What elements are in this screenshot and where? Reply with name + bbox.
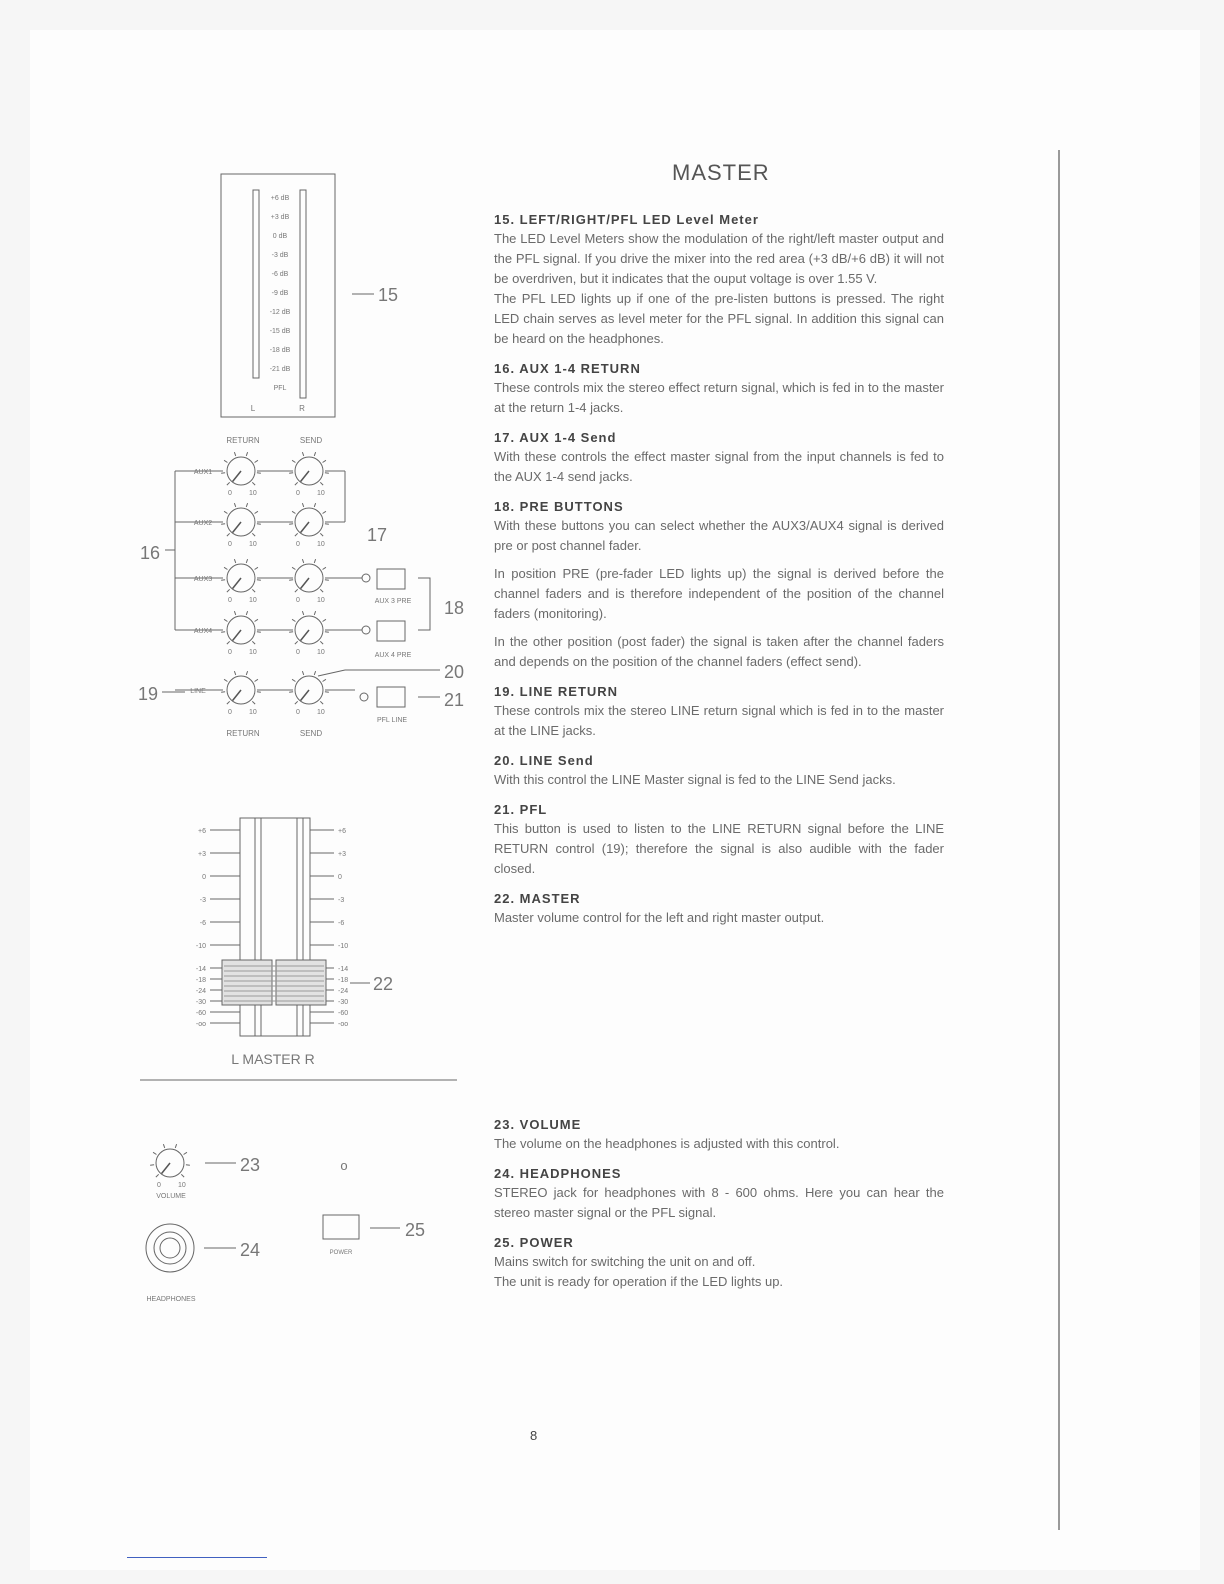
line-return-tick: [227, 701, 230, 704]
aux-send-tick: [292, 511, 295, 513]
aux-send-tick: [323, 619, 326, 621]
aux-return-tick: [224, 511, 227, 513]
footer-rule: [127, 1557, 267, 1558]
section-paragraph: Master volume control for the left and right master output.: [494, 910, 825, 925]
fader-scale-right: 0: [338, 874, 342, 881]
headphone-jack-mid: [154, 1232, 186, 1264]
fader-scale-left: +6: [198, 828, 206, 835]
aux-label: AUX1: [193, 469, 213, 476]
aux-send-pointer: [301, 471, 309, 482]
aux-return-max: 10: [249, 597, 257, 604]
section-paragraph: Mains switch for switching the unit on and off.: [494, 1254, 756, 1269]
aux4-pre-label: AUX 4 PRE: [374, 652, 412, 659]
pre-led: [362, 626, 370, 634]
aux4-pre-button: [377, 621, 405, 641]
section-heading: 17. AUX 1-4 Send: [494, 430, 617, 445]
fader-scale-left: -14: [195, 966, 206, 973]
aux-return-pointer: [233, 522, 241, 533]
section-paragraph: With this control the LINE Master signal is fed to the LINE Send jacks.: [494, 772, 896, 787]
fader-scale-right: -18: [338, 977, 349, 984]
fader-scale-right: +3: [338, 851, 346, 858]
meter-label: -21 dB: [269, 366, 291, 373]
callout-25: 25: [405, 1220, 426, 1240]
bottom-section: [494, 1117, 944, 1154]
text-column-bottom: [494, 1117, 944, 1304]
section-paragraph: The unit is ready for operation if the LED lights up.: [494, 1274, 784, 1289]
line-send-min: 0: [296, 709, 300, 716]
section-heading: 16. AUX 1-4 RETURN: [494, 361, 641, 376]
power-label: POWER: [329, 1250, 353, 1256]
aux-return-tick: [255, 460, 258, 462]
aux-send-min: 0: [296, 541, 300, 548]
section-paragraph: The volume on the headphones is adjusted with this control.: [494, 1136, 840, 1151]
aux-send-tick: [302, 452, 303, 456]
aux-send-pointer: [301, 630, 309, 641]
headphones-label: HEADPHONES: [146, 1296, 196, 1303]
volume-tick: [184, 1152, 187, 1154]
aux-return-tick: [234, 452, 235, 456]
aux-return-pointer: [233, 578, 241, 589]
aux-return-tick: [255, 567, 258, 569]
callout-20-line: [318, 670, 345, 676]
binding-edge: [1058, 150, 1060, 1530]
meter-label: -9 dB: [271, 290, 289, 297]
aux-send-tick: [302, 559, 303, 563]
aux-return-tick: [224, 619, 227, 621]
volume-pointer: [162, 1163, 170, 1174]
volume-min: 0: [157, 1182, 161, 1189]
fader-scale-right: -30: [338, 999, 349, 1006]
fader-cap-right: [276, 960, 326, 1005]
line-send-tick: [320, 701, 323, 704]
aux-return-tick: [224, 567, 227, 569]
aux-send-tick: [320, 533, 323, 536]
fader-scale-left: -3: [199, 897, 206, 904]
power-button: [323, 1215, 359, 1239]
top-section: [494, 753, 944, 790]
section-paragraph: With these buttons you can select whether the AUX3/AUX4 signal is derived pre or post channel fader.: [494, 518, 944, 553]
send-header: SEND: [299, 436, 323, 445]
meter-label: PFL: [273, 385, 287, 392]
meter-label: -3 dB: [271, 252, 289, 259]
callout-24: 24: [240, 1240, 261, 1260]
fader-scale-right: -24: [338, 988, 349, 995]
aux-send-tick: [302, 611, 303, 615]
fader-scale-right: -3: [338, 897, 345, 904]
aux-send-tick: [302, 503, 303, 507]
aux-return-tick: [227, 482, 230, 485]
line-return-max: 10: [249, 709, 257, 716]
line-send-pointer: [301, 690, 309, 701]
aux-send-tick: [320, 641, 323, 644]
page-title: MASTER: [672, 160, 770, 185]
aux-return-tick: [234, 559, 235, 563]
meter-label: 0 dB: [272, 233, 288, 240]
callout-16: 16: [140, 543, 161, 563]
aux-return-pointer: [233, 630, 241, 641]
aux-return-tick: [252, 533, 255, 536]
section-heading: 22. MASTER: [494, 891, 581, 906]
section-paragraph: In the other position (post fader) the signal is taken after the channel faders and depends on the position of the channel faders (effect send).: [494, 634, 944, 669]
aux-send-tick: [314, 452, 315, 456]
section-paragraph: These controls mix the stereo effect return signal, which is fed in to the master at the return 1-4 jacks.: [494, 380, 944, 415]
meter-label: -6 dB: [271, 271, 289, 278]
meter-label: +6 dB: [270, 195, 290, 202]
aux-send-tick: [292, 567, 295, 569]
bottom-section: [494, 1235, 944, 1292]
power-led: o: [340, 1158, 348, 1173]
top-section: [494, 802, 944, 879]
fader-scale-left: +3: [198, 851, 206, 858]
section-heading: 24. HEADPHONES: [494, 1166, 622, 1181]
section-paragraph: These controls mix the stereo LINE return signal which is fed in to the master at the LINE jacks.: [494, 703, 944, 738]
aux-return-min: 0: [228, 490, 232, 497]
page-number: 8: [530, 1428, 538, 1443]
aux-send-tick: [292, 460, 295, 462]
meter-label: +3 dB: [270, 214, 290, 221]
aux-return-tick: [252, 482, 255, 485]
aux-return-tick: [227, 641, 230, 644]
top-section: [494, 212, 944, 349]
meter-label: -12 dB: [269, 309, 291, 316]
line-return-tick: [255, 679, 258, 681]
fader-scale-right: -14: [338, 966, 349, 973]
aux-send-tick: [320, 589, 323, 592]
section-heading: 20. LINE Send: [494, 753, 594, 768]
aux-send-min: 0: [296, 649, 300, 656]
section-paragraph: The LED Level Meters show the modulation of the right/left master output and the PFL signal. If you drive the mixer into the red area (+3 dB/+6 dB) it will not be overdriven, but it indicates that the ouput voltage is over 1.55 V.: [494, 231, 944, 286]
aux-return-max: 10: [249, 649, 257, 656]
aux3-pre-button: [377, 569, 405, 589]
fader-scale-left: -10: [195, 943, 206, 950]
volume-label: VOLUME: [156, 1193, 186, 1200]
fader-scale-right: -oo: [338, 1021, 349, 1028]
aux-send-tick: [314, 503, 315, 507]
line-send-tick: [295, 701, 298, 704]
line-return-tick: [252, 701, 255, 704]
line-send-max: 10: [317, 709, 325, 716]
aux-return-tick: [246, 452, 247, 456]
aux-send-tick: [314, 611, 315, 615]
section-heading: 18. PRE BUTTONS: [494, 499, 624, 514]
return-header: RETURN: [226, 436, 260, 445]
fader-scale-right: -6: [338, 920, 345, 927]
section-heading: 23. VOLUME: [494, 1117, 582, 1132]
fader-scale-left: -24: [195, 988, 206, 995]
fader-scale-left: -60: [195, 1010, 206, 1017]
callout-23: 23: [240, 1155, 261, 1175]
top-section: [494, 499, 944, 672]
section-heading: 25. POWER: [494, 1235, 574, 1250]
aux-send-tick: [323, 511, 326, 513]
aux-label: AUX2: [193, 520, 213, 527]
aux-label: AUX3: [193, 576, 213, 583]
line-send-tick: [323, 679, 326, 681]
meter-r-label: R: [299, 404, 305, 413]
aux-return-tick: [227, 589, 230, 592]
section-paragraph: In position PRE (pre-fader LED lights up) the signal is derived before the channel faders and is therefore independent of the position of the channel faders (monitoring).: [494, 566, 944, 621]
line-send-tick: [292, 679, 295, 681]
aux-return-min: 0: [228, 541, 232, 548]
aux-label: AUX4: [193, 628, 213, 635]
aux-return-tick: [234, 611, 235, 615]
section-heading: 21. PFL: [494, 802, 548, 817]
mixer-diagram: [0, 160, 480, 1360]
aux-send-tick: [292, 619, 295, 621]
aux-return-tick: [252, 641, 255, 644]
fader-scale-right: -60: [338, 1010, 349, 1017]
master-label: L MASTER R: [231, 1051, 315, 1067]
aux-send-max: 10: [317, 490, 325, 497]
aux-return-tick: [246, 559, 247, 563]
fader-scale-left: -30: [195, 999, 206, 1006]
line-send-tick: [302, 671, 303, 675]
callout-22: 22: [373, 974, 394, 994]
aux-send-min: 0: [296, 490, 300, 497]
volume-tick: [181, 1174, 184, 1177]
callout-19: 19: [138, 684, 159, 704]
section-paragraph: STEREO jack for headphones with 8 - 600 ohms. Here you can hear the stereo master signal or the PFL signal.: [494, 1185, 944, 1220]
line-return-tick: [234, 671, 235, 675]
aux-send-tick: [314, 559, 315, 563]
aux-return-tick: [224, 460, 227, 462]
aux-return-min: 0: [228, 649, 232, 656]
top-section: [494, 361, 944, 418]
line-label: LINE: [190, 688, 206, 695]
fader-scale-left: -oo: [195, 1021, 206, 1028]
volume-max: 10: [178, 1182, 186, 1189]
fader-scale-left: 0: [202, 874, 206, 881]
fader-cap-left: [222, 960, 272, 1005]
pfl-button: [377, 687, 405, 707]
fader-scale-left: -18: [195, 977, 206, 984]
headphone-jack-inner: [160, 1238, 180, 1258]
section-paragraph: This button is used to listen to the LINE RETURN signal before the LINE RETURN control (19); therefore the signal is also audible with the fader closed.: [494, 821, 944, 876]
line-return-tick: [224, 679, 227, 681]
aux-send-tick: [323, 460, 326, 462]
line-return-tick: [246, 671, 247, 675]
aux-send-tick: [320, 482, 323, 485]
aux-return-tick: [227, 533, 230, 536]
fader-scale-right: +6: [338, 828, 346, 835]
line-return-pointer: [233, 690, 241, 701]
aux-return-tick: [246, 611, 247, 615]
aux-return-tick: [255, 619, 258, 621]
aux-send-tick: [323, 567, 326, 569]
aux-send-max: 10: [317, 541, 325, 548]
top-section: [494, 430, 944, 487]
callout-21: 21: [444, 690, 465, 710]
aux-return-pointer: [233, 471, 241, 482]
aux-send-tick: [295, 533, 298, 536]
aux-send-max: 10: [317, 597, 325, 604]
aux3-pre-label: AUX 3 PRE: [374, 598, 412, 605]
aux-send-min: 0: [296, 597, 300, 604]
meter-label: -18 dB: [269, 347, 291, 354]
aux-send-max: 10: [317, 649, 325, 656]
section-heading: 15. LEFT/RIGHT/PFL LED Level Meter: [494, 212, 759, 227]
aux-send-tick: [295, 589, 298, 592]
section-heading: 19. LINE RETURN: [494, 684, 619, 699]
aux-send-tick: [295, 482, 298, 485]
aux-send-pointer: [301, 522, 309, 533]
top-section: [494, 891, 944, 928]
meter-led-strip-left: [253, 190, 259, 378]
volume-tick: [153, 1152, 156, 1154]
callout-18: 18: [444, 598, 465, 618]
callout-20: 20: [444, 662, 465, 682]
volume-tick: [175, 1144, 176, 1148]
fader-scale-left: -6: [199, 920, 206, 927]
aux-return-max: 10: [249, 490, 257, 497]
top-section: [494, 684, 944, 741]
aux-send-tick: [295, 641, 298, 644]
callout-15: 15: [378, 285, 399, 305]
bracket-18: [418, 578, 430, 630]
aux-return-tick: [252, 589, 255, 592]
aux-return-tick: [234, 503, 235, 507]
line-return-label: RETURN: [226, 729, 260, 738]
meter-label: -15 dB: [269, 328, 291, 335]
aux-return-tick: [246, 503, 247, 507]
meter-led-strip-right: [300, 190, 306, 398]
aux-return-min: 0: [228, 597, 232, 604]
text-column-top: [494, 212, 944, 940]
aux-return-tick: [255, 511, 258, 513]
line-send-label: SEND: [299, 729, 323, 738]
headphone-jack-outer: [146, 1224, 194, 1272]
bottom-section: [494, 1166, 944, 1223]
line-send-tick: [314, 671, 315, 675]
aux-return-max: 10: [249, 541, 257, 548]
aux-send-pointer: [301, 578, 309, 589]
line-return-min: 0: [228, 709, 232, 716]
pfl-led: [360, 693, 368, 701]
volume-tick: [156, 1174, 159, 1177]
fader-scale-right: -10: [338, 943, 349, 950]
section-paragraph: The PFL LED lights up if one of the pre-listen buttons is pressed. The right LED chain serves as level meter for the PFL signal. In addition this signal can be heard on the headphones.: [494, 291, 944, 346]
pre-led: [362, 574, 370, 582]
meter-l-label: L: [250, 404, 256, 413]
callout-17: 17: [367, 525, 388, 545]
pfl-line-label: PFL LINE: [376, 717, 408, 724]
section-paragraph: With these controls the effect master signal from the input channels is fed to the AUX 1-4 send jacks.: [494, 449, 944, 484]
volume-tick: [163, 1144, 164, 1148]
